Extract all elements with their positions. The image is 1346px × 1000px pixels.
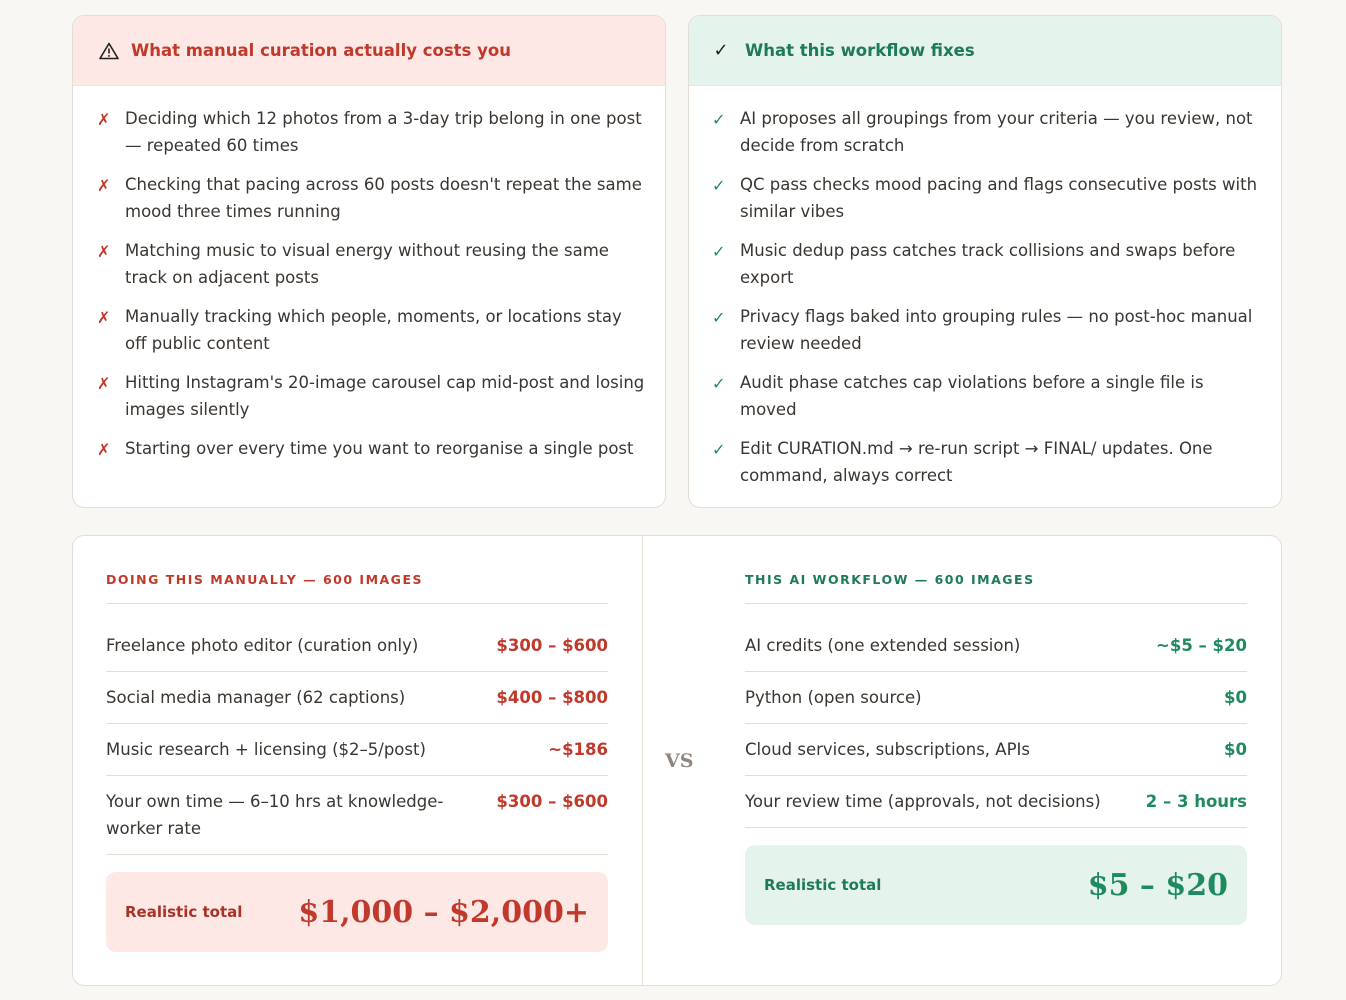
list-item-text: Edit CURATION.md → re-run script → FINAL/ updates. One command, always correct: [740, 439, 1213, 485]
cost-row-label: Freelance photo editor (curation only): [106, 636, 419, 655]
cost-row-label: Python (open source): [745, 688, 922, 707]
check-icon: ✓: [712, 308, 726, 327]
list-item: [73, 435, 665, 462]
workflow-fixes-card: [688, 15, 1282, 508]
manual-total-label: Realistic total: [125, 903, 243, 921]
workflow-fixes-header: [689, 16, 1281, 86]
list-item-text: Matching music to visual energy without reusing the same track on adjacent posts: [125, 241, 609, 287]
ai-cost-rows: [745, 604, 1247, 828]
list-item: [73, 303, 665, 357]
cost-row-value: $300 – $600: [496, 636, 608, 655]
cost-row-value: 2 – 3 hours: [1145, 792, 1247, 811]
list-item: [689, 237, 1281, 291]
check-icon: ✓: [712, 242, 726, 261]
cost-row-label: Music research + licensing ($2–5/post): [106, 740, 426, 759]
cost-row-label: AI credits (one extended session): [745, 636, 1021, 655]
manual-costs-header: [73, 16, 665, 86]
list-item-text: Hitting Instagram's 20-image carousel cap mid-post and losing images silently: [125, 373, 645, 419]
manual-total-box: [106, 872, 608, 952]
cost-row-value: $0: [1224, 688, 1247, 707]
list-item-text: AI proposes all groupings from your criteria — you review, not decide from scratch: [740, 109, 1253, 155]
cost-row-label: Your own time — 6–10 hrs at knowledge-worker rate: [106, 792, 444, 838]
manual-cost-heading: DOING THIS MANUALLY — 600 IMAGES: [106, 572, 608, 604]
warning-icon: [99, 42, 119, 60]
cost-row: [106, 672, 608, 724]
manual-cost-rows: [106, 604, 608, 855]
list-item: [689, 435, 1281, 489]
list-item: [689, 369, 1281, 423]
cost-row-label: Social media manager (62 captions): [106, 688, 406, 707]
ai-total-value: $5 – $20: [1087, 867, 1228, 903]
cross-icon: ✗: [97, 374, 111, 393]
manual-costs-list: [73, 86, 665, 462]
vs-label: VS: [665, 750, 694, 772]
cost-row-value: ~$5 – $20: [1156, 636, 1247, 655]
manual-cost-column: [106, 572, 608, 952]
check-icon: ✓: [712, 440, 726, 459]
cost-row-label: Cloud services, subscriptions, APIs: [745, 740, 1030, 759]
ai-cost-heading: THIS AI WORKFLOW — 600 IMAGES: [745, 572, 1247, 604]
check-icon: ✓: [712, 110, 726, 129]
manual-costs-title: What manual curation actually costs you: [131, 41, 511, 60]
list-item: [73, 105, 665, 159]
list-item-text: Music dedup pass catches track collisions and swaps before export: [740, 241, 1236, 287]
list-item-text: Starting over every time you want to reorganise a single post: [125, 439, 634, 458]
cost-row: [106, 724, 608, 776]
list-item: [73, 369, 665, 423]
cost-row: [745, 620, 1247, 672]
list-item: [689, 303, 1281, 357]
list-item: [73, 171, 665, 225]
list-item-text: Deciding which 12 photos from a 3-day trip belong in one post — repeated 60 times: [125, 109, 642, 155]
list-item-text: Audit phase catches cap violations before a single file is moved: [740, 373, 1204, 419]
column-divider: [642, 536, 643, 985]
checkmark-icon: ✓: [713, 40, 729, 61]
cost-row-value: $0: [1224, 740, 1247, 759]
cost-row-label: Your review time (approvals, not decisions): [745, 792, 1101, 811]
check-icon: ✓: [712, 176, 726, 195]
cost-row-value: $400 – $800: [496, 688, 608, 707]
cost-row: [745, 672, 1247, 724]
list-item-text: QC pass checks mood pacing and flags consecutive posts with similar vibes: [740, 175, 1258, 221]
manual-total-value: $1,000 – $2,000+: [298, 894, 589, 930]
cross-icon: ✗: [97, 110, 111, 129]
list-item: [689, 105, 1281, 159]
cross-icon: ✗: [97, 176, 111, 195]
cost-row-value: ~$186: [548, 740, 608, 759]
list-item-text: Privacy flags baked into grouping rules — no post-hoc manual review needed: [740, 307, 1253, 353]
check-icon: ✓: [712, 374, 726, 393]
cross-icon: ✗: [97, 242, 111, 261]
cross-icon: ✗: [97, 440, 111, 459]
list-item-text: Manually tracking which people, moments, or locations stay off public content: [125, 307, 622, 353]
list-item: [73, 237, 665, 291]
cost-row-value: $300 – $600: [496, 792, 608, 811]
list-item: [689, 171, 1281, 225]
cost-row: [745, 776, 1247, 828]
ai-total-box: [745, 845, 1247, 925]
cost-row: [106, 776, 608, 855]
cost-row: [745, 724, 1247, 776]
list-item-text: Checking that pacing across 60 posts doesn't repeat the same mood three times running: [125, 175, 642, 221]
workflow-fixes-list: [689, 86, 1281, 489]
cost-row: [106, 620, 608, 672]
ai-cost-column: [745, 572, 1247, 925]
cost-comparison-card: [72, 535, 1282, 986]
ai-total-label: Realistic total: [764, 876, 882, 894]
manual-costs-card: [72, 15, 666, 508]
workflow-fixes-title: What this workflow fixes: [745, 41, 975, 60]
cross-icon: ✗: [97, 308, 111, 327]
